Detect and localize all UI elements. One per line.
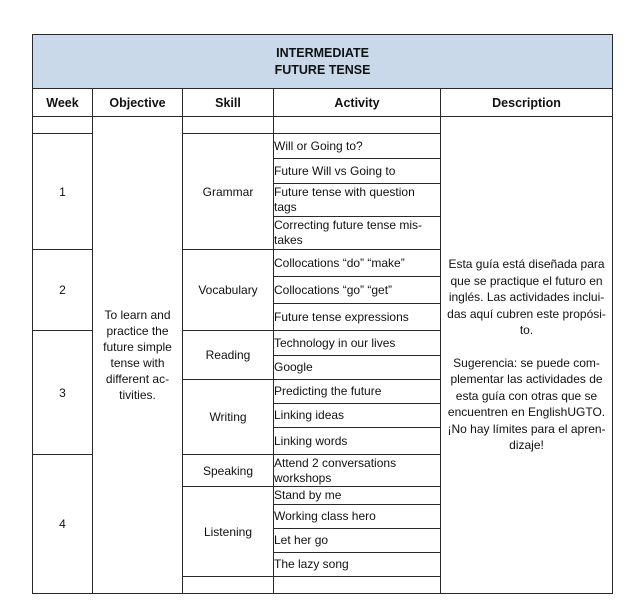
spacer-cell	[274, 117, 441, 134]
header-week: Week	[33, 89, 93, 117]
skill-cell: Reading	[183, 331, 274, 380]
spacer-cell	[183, 577, 274, 594]
objective-cell: To learn and practice the future simple tense with different ac-tivities.	[93, 117, 183, 594]
activity-cell: Correcting future tense mis-takes	[274, 217, 441, 250]
skill-cell: Listening	[183, 487, 274, 577]
activity-cell: Attend 2 conversations workshops	[274, 455, 441, 487]
table-subtitle: FUTURE TENSE	[274, 62, 371, 77]
spacer-cell	[183, 117, 274, 134]
activity-cell: The lazy song	[274, 553, 441, 577]
header-objective: Objective	[93, 89, 183, 117]
table-title: INTERMEDIATE	[276, 45, 369, 60]
activity-cell: Future tense with question tags	[274, 184, 441, 217]
week-cell: 1	[33, 134, 93, 250]
activity-cell: Collocations “go” “get”	[274, 277, 441, 304]
header-activity: Activity	[274, 89, 441, 117]
spacer-cell	[274, 577, 441, 594]
description-cell	[441, 117, 613, 594]
activity-cell: Predicting the future	[274, 380, 441, 404]
activity-cell: Google	[274, 356, 441, 380]
activity-cell: Linking words	[274, 428, 441, 455]
skill-cell: Grammar	[183, 134, 274, 250]
activity-cell: Future Will vs Going to	[274, 159, 441, 184]
spacer-cell	[33, 117, 93, 134]
skill-cell: Vocabulary	[183, 250, 274, 331]
week-cell: 3	[33, 331, 93, 455]
week-cell: 4	[33, 455, 93, 594]
skill-cell: Writing	[183, 380, 274, 455]
header-description: Description	[441, 89, 613, 117]
description-paragraph: Sugerencia: se puede com-plementar las actividades de esta guía con otras que se encuentren en EnglishUGTO. ¡No hay límites para el apren-dizaje!	[447, 355, 606, 453]
activity-cell: Technology in our lives	[274, 331, 441, 356]
activity-cell: Future tense expressions	[274, 304, 441, 331]
activity-cell: Linking ideas	[274, 404, 441, 428]
table-banner	[33, 35, 613, 89]
activity-cell: Working class hero	[274, 505, 441, 529]
activity-cell: Stand by me	[274, 487, 441, 505]
activity-cell: Let her go	[274, 529, 441, 553]
header-skill: Skill	[183, 89, 274, 117]
study-plan-table	[32, 34, 613, 594]
activity-cell: Will or Going to?	[274, 134, 441, 159]
header-row	[33, 89, 613, 117]
skill-cell: Speaking	[183, 455, 274, 487]
activity-cell: Collocations “do” “make”	[274, 250, 441, 277]
description-paragraph: Esta guía está diseñada para que se practique el futuro en inglés. Las actividades inclui-das aquí cubren este propósi-to.	[447, 257, 606, 338]
week-cell: 2	[33, 250, 93, 331]
